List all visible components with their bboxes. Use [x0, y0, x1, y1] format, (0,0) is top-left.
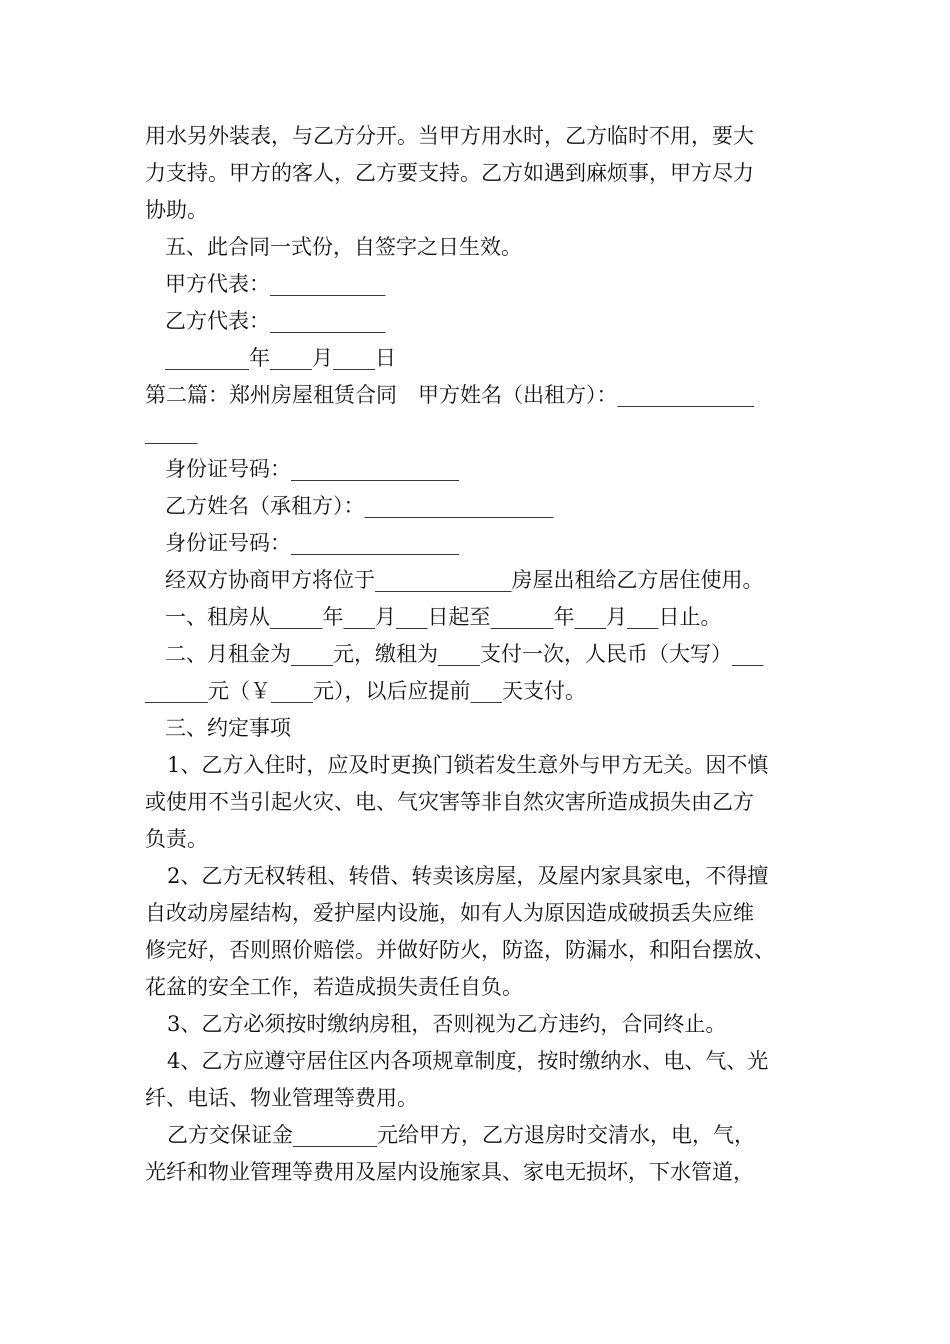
text-line: 乙方姓名（承租方）：__________________ — [165, 494, 554, 518]
party-a-representative-line: 甲方代表：___________ — [165, 272, 386, 296]
text-line: 2、乙方无权转租、转借、转卖该房屋，及屋内家具家电，不得擅 — [167, 864, 769, 888]
text-line: 自改动房屋结构，爱护屋内设施，如有人为原因造成破损丢失应维 — [145, 901, 754, 925]
text-line: 用水另外装表，与乙方分开。当甲方用水时，乙方临时不用，要大 — [145, 124, 754, 148]
text-line: _____ — [145, 420, 198, 444]
text-line: 身份证号码：________________ — [165, 457, 459, 481]
document-body — [145, 118, 825, 1191]
text-line: 协助。 — [145, 198, 208, 222]
text-line: 乙方交保证金________元给甲方，乙方退房时交清水，电，气， — [167, 1123, 755, 1147]
text-line: 负责。 — [145, 827, 208, 851]
date-line: ________年____月____日 — [165, 346, 396, 370]
text-line: ______元（￥____元），以后应提前___天支付。 — [145, 679, 586, 703]
text-line: 1、乙方入住时，应及时更换门锁若发生意外与甲方无关。因不慎 — [167, 753, 769, 777]
text-line: 光纤和物业管理等费用及屋内设施家具、家电无损坏，下水管道， — [145, 1160, 754, 1184]
text-line: 纤、电话、物业管理等费用。 — [145, 1086, 418, 1110]
text-line: 花盆的安全工作，若造成损失责任自负。 — [145, 975, 523, 999]
text-line: 一、租房从_____年___月___日起至______年___月___日止。 — [165, 605, 722, 629]
text-line: 修完好，否则照价赔偿。并做好防火，防盗，防漏水，和阳台摆放、 — [145, 938, 775, 962]
section-heading-line: 第二篇：郑州房屋租赁合同 甲方姓名（出租方）：_____________ — [145, 383, 754, 407]
text-line: 4、乙方应遵守居住区内各项规章制度，按时缴纳水、电、气、光 — [167, 1049, 769, 1073]
text-line: 三、约定事项 — [165, 716, 291, 740]
text-line: 3、乙方必须按时缴纳房租，否则视为乙方违约，合同终止。 — [167, 1012, 727, 1036]
party-b-representative-line: 乙方代表：___________ — [165, 309, 386, 333]
text-line: 五、此合同一式份，自签字之日生效。 — [165, 235, 522, 259]
text-line: 经双方协商甲方将位于_____________房屋出租给乙方居住使用。 — [165, 568, 764, 592]
text-line: 身份证号码：________________ — [165, 531, 459, 555]
text-line: 力支持。甲方的客人，乙方要支持。乙方如遇到麻烦事，甲方尽力 — [145, 161, 754, 185]
text-line: 或使用不当引起火灾、电、气灾害等非自然灾害所造成损失由乙方 — [145, 790, 754, 814]
text-line: 二、月租金为____元，缴租为____支付一次，人民币（大写）___ — [165, 642, 764, 666]
